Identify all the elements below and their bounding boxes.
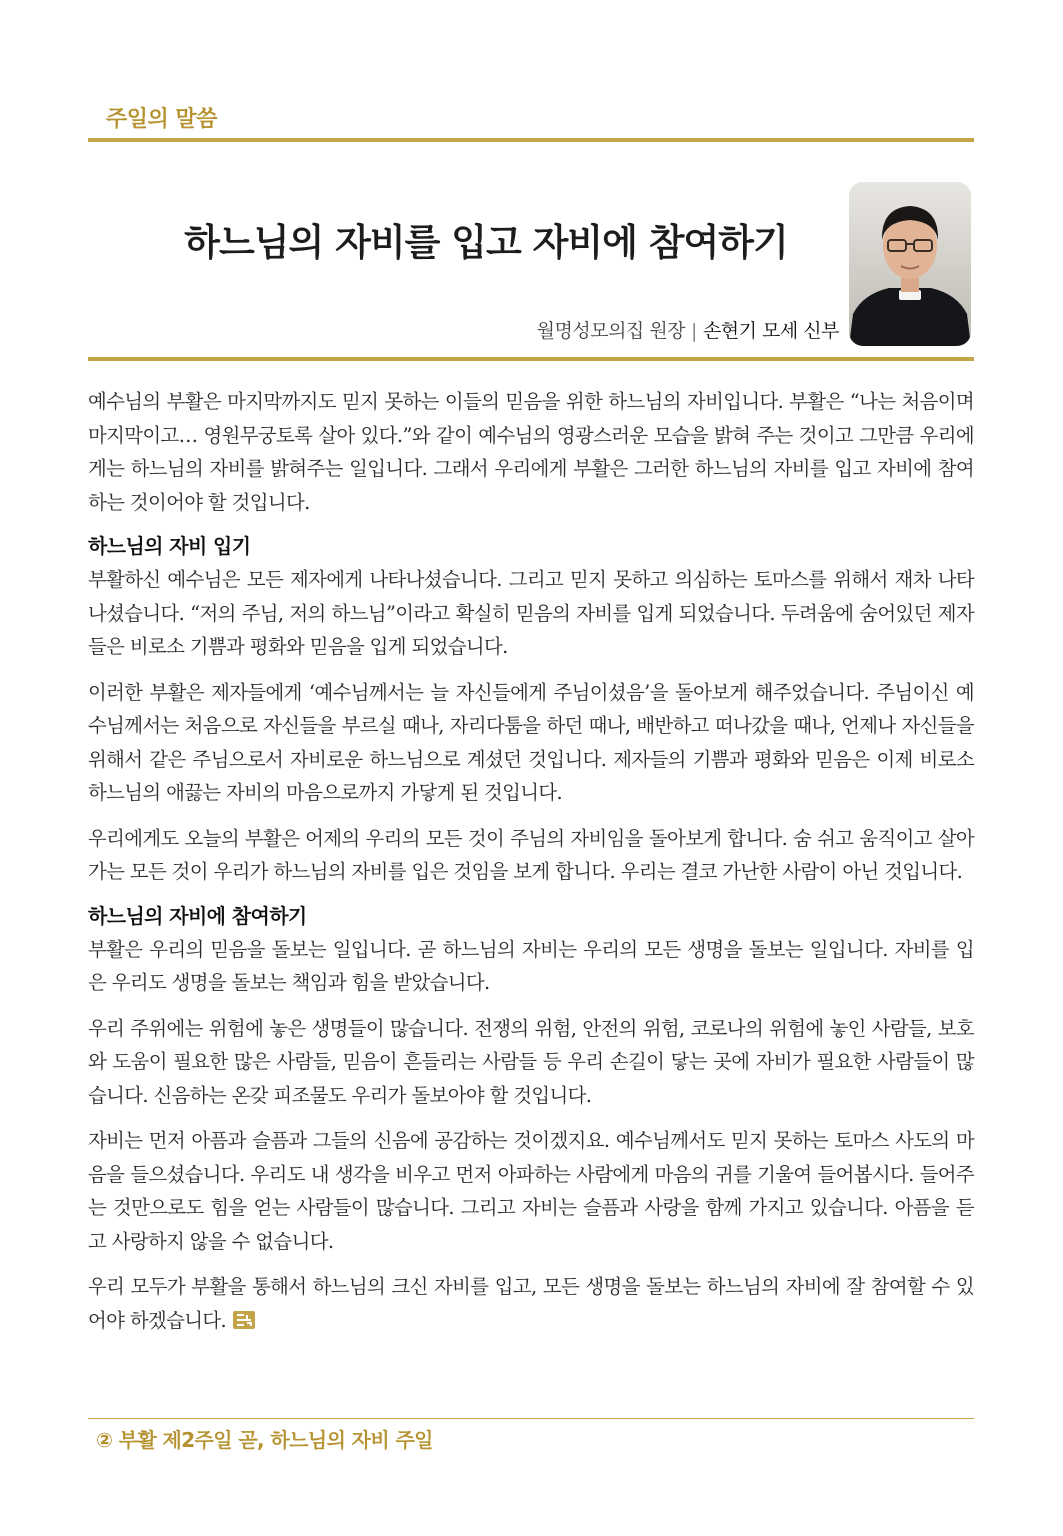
footer-rule [88,1418,974,1419]
section-heading-2: 하느님의 자비에 참여하기 [88,903,307,928]
byline [537,316,839,343]
end-mark-icon [232,1310,256,1330]
section-label: 주일의 말씀 [106,107,217,132]
paragraph: 부활하신 예수님은 모든 제자에게 나타나셨습니다. 그리고 믿지 못하고 의심하는 토마스를 위해서 재차 나타나셨습니다. “저의 주님, 저의 하느님”이라고 확실히 믿음의 자비를 입게 되었습니다. 두려움에 숨어있던 제자들은 비로소 기쁨과 평화와 믿음을 입게 되었습니다. [88,568,974,658]
closing-paragraph [88,1270,974,1337]
article-body [88,385,974,1349]
byline-role: 월명성모의집 원장 [536,320,686,342]
page-footer: ② 부활 제2주일 곧, 하느님의 자비 주일 [96,1428,433,1452]
author-photo [849,182,971,346]
paragraph: 우리에게도 오늘의 부활은 어제의 우리의 모든 것이 주님의 자비임을 돌아보게 합니다. 숨 쉬고 움직이고 살아가는 모든 것이 우리가 하느님의 자비를 입은 것임을 보게 합니다. 우리는 결코 가난한 사람이 아닌 것입니다. [88,826,974,883]
section-heading-1: 하느님의 자비 입기 [88,534,251,558]
paragraph: 부활은 우리의 믿음을 돌보는 일입니다. 곧 하느님의 자비는 우리의 모든 생명을 돌보는 일입니다. 자비를 입은 우리도 생명을 돌보는 책임과 힘을 받았습니다. [88,937,974,994]
paragraph: 자비는 먼저 아픔과 슬픔과 그들의 신음에 공감하는 것이겠지요. 예수님께서도 믿지 못하는 토마스 사도의 마음을 들으셨습니다. 우리도 내 생각을 비우고 먼저 아파하는 사람에게 마음의 귀를 기울여 들어봅시다. 들어주는 것만으로도 힘을 얻는 사람들이 많습니다. 그리고 자비는 슬픔과 사랑을 함께 가지고 있습니다. 아픔을 듣고 사랑하지 않을 수 없습니다. [88,1129,974,1253]
intro-paragraph: 예수님의 부활은 마지막까지도 믿지 못하는 이들의 믿음을 위한 하느님의 자비입니다. 부활은 “나는 처음이며 마지막이고… 영원무궁토록 살아 있다.”와 같이 예수님의 영광스러운 모습을 밝혀 주는 것이고 그만큼 우리에게는 하느님의 자비를 밝혀주는 일입니다. 그래서 우리에게 부활은 그러한 하느님의 자비를 입고 자비에 참여하는 것이어야 할 것입니다. [88,390,974,514]
title-rule [88,357,974,361]
paragraph: 이러한 부활은 제자들에게 ‘예수님께서는 늘 자신들에게 주님이셨음’을 돌아보게 해주었습니다. 주님이신 예수님께서는 처음으로 자신들을 부르실 때나, 자리다툼을 하던 때나, 배반하고 떠나갔을 때나, 언제나 자신들을 위해서 같은 주님으로서 자비로운 하느님으로 계셨던 것입니다. 제자들의 기쁨과 평화와 믿음은 이제 비로소 하느님의 애끓는 자비의 마음으로까지 가닿게 된 것입니다. [88,680,974,804]
paragraph: 우리 주위에는 위험에 놓은 생명들이 많습니다. 전쟁의 위험, 안전의 위험, 코로나의 위험에 놓인 사람들, 보호와 도움이 필요한 많은 사람들, 믿음이 흔들리는 사람들 등 우리 손길이 닿는 곳에 자비가 필요한 사람들이 많습니다. 신음하는 온갖 피조물도 우리가 돌보아야 할 것입니다. [88,1016,974,1107]
byline-author: 손현기 모세 신부 [702,320,839,342]
closing-text: 우리 모두가 부활을 통해서 하느님의 크신 자비를 입고, 모든 생명을 돌보는 하느님의 자비에 잘 참여할 수 있어야 하겠습니다. [88,1275,974,1332]
article-title: 하느님의 자비를 입고 자비에 참여하기 [184,221,788,264]
byline-separator: | [691,320,697,342]
header-rule [88,138,974,142]
